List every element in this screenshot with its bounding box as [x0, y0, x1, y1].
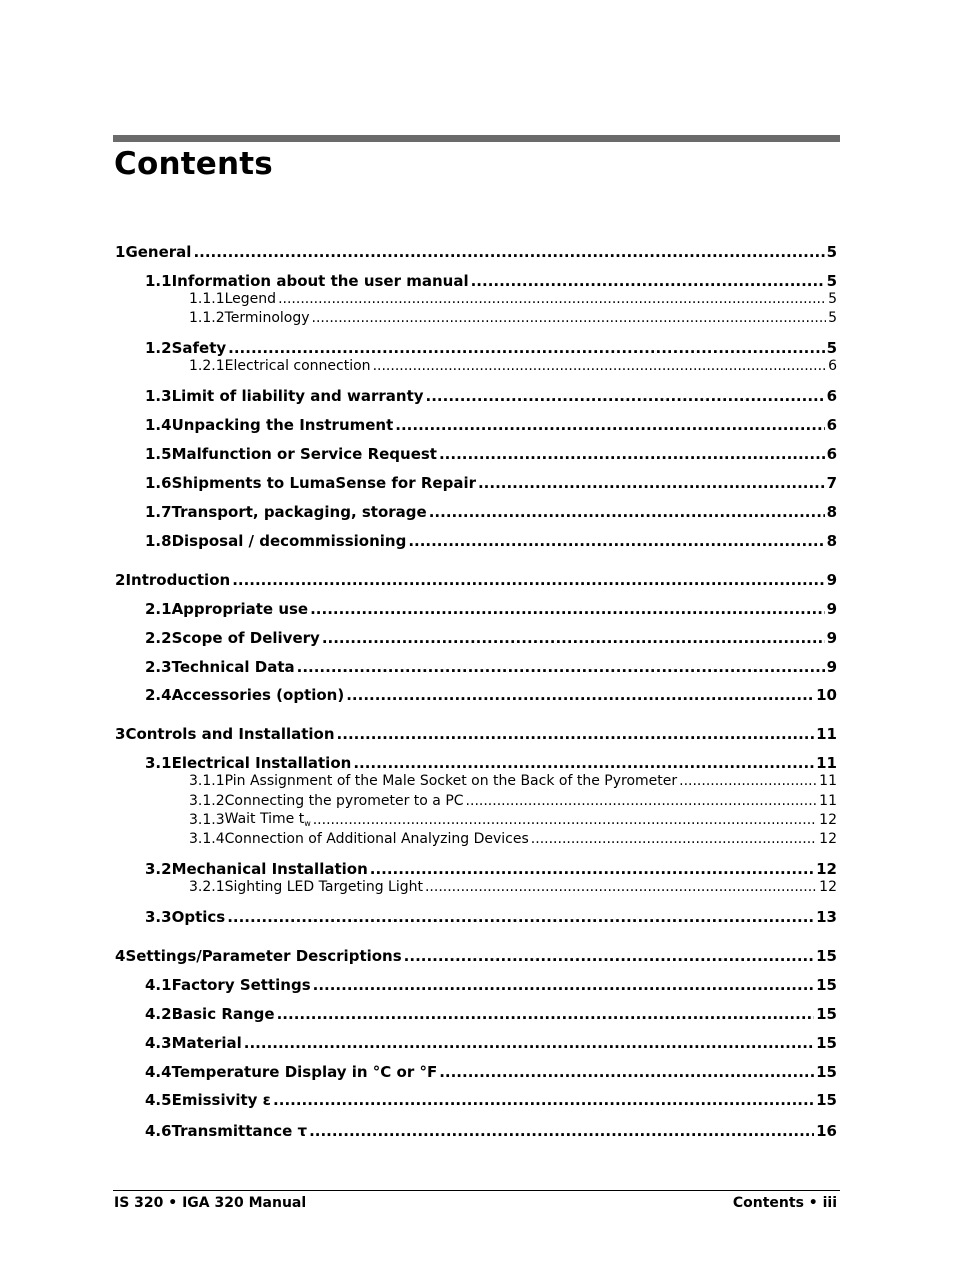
toc-entry-label — [225, 773, 678, 789]
toc-entry-page: 6 — [826, 445, 837, 463]
toc-entry-page: 9 — [826, 629, 837, 647]
dot-leader — [370, 860, 814, 878]
dot-leader — [228, 339, 824, 357]
toc-entry-page: 15 — [816, 1034, 837, 1052]
dot-leader — [193, 243, 824, 261]
toc-entry-label — [172, 976, 311, 994]
dot-leader — [313, 976, 814, 994]
toc-entry-label-text: Optics — [171, 908, 226, 926]
toc-entry-page: 16 — [816, 1122, 837, 1140]
toc-entry-number: 1.2.1 — [189, 358, 225, 374]
toc-entry-page: 5 — [828, 310, 837, 326]
toc-entry-number: 4.2 — [145, 1005, 172, 1023]
toc-entry-page: 7 — [826, 474, 837, 492]
toc-entry[interactable] — [145, 387, 837, 405]
toc-entry-label-text: Factory Settings — [171, 976, 311, 994]
toc-entry-label — [172, 860, 368, 878]
toc-entry-page: 6 — [826, 387, 837, 405]
toc-entry-label-text: Wait Time t — [224, 811, 305, 827]
toc-entry-number: 2.1 — [145, 600, 172, 618]
toc-entry-label — [172, 387, 424, 405]
toc-entry-label — [172, 754, 352, 772]
toc-entry-label-text: Mechanical Installation — [171, 860, 368, 878]
toc-entry-page: 12 — [819, 831, 837, 847]
toc-entry-number: 4.1 — [145, 976, 172, 994]
toc-entry[interactable] — [145, 1034, 837, 1052]
toc-entry[interactable] — [145, 1122, 837, 1140]
dot-leader — [408, 532, 824, 550]
dot-leader — [310, 600, 824, 618]
dot-leader — [471, 272, 825, 290]
toc-entry-page: 11 — [819, 793, 837, 809]
dot-leader — [439, 1063, 814, 1081]
toc-entry-number: 4 — [115, 947, 126, 965]
toc-entry[interactable] — [189, 831, 837, 847]
toc-entry[interactable] — [189, 793, 837, 809]
toc-entry[interactable] — [145, 629, 837, 647]
dot-leader — [679, 773, 817, 789]
toc-entry-number: 3.1 — [145, 754, 172, 772]
toc-entry-label — [172, 503, 427, 521]
toc-entry-label-text: Disposal / decommissioning — [171, 532, 407, 550]
toc-entry-label-text: Temperature Display in °C or °F — [171, 1063, 438, 1081]
dot-leader — [478, 474, 825, 492]
dot-leader — [395, 416, 824, 434]
toc-entry-number: 2.3 — [145, 658, 172, 676]
dot-leader — [429, 503, 825, 521]
dot-leader — [309, 1122, 814, 1140]
toc-entry[interactable] — [189, 310, 837, 326]
toc-entry-subscript: w — [304, 819, 311, 828]
dot-leader — [312, 310, 827, 326]
toc-entry[interactable] — [145, 503, 837, 521]
dot-leader — [313, 812, 817, 828]
toc-entry[interactable] — [189, 811, 837, 828]
toc-entry-label-text: Transmittance τ — [171, 1122, 308, 1140]
footer-manual-title: IS 320 • IGA 320 Manual — [114, 1195, 307, 1211]
toc-entry-label-text: Unpacking the Instrument — [171, 416, 394, 434]
dot-leader — [232, 571, 824, 589]
dot-leader — [404, 947, 814, 965]
toc-entry-label — [125, 571, 230, 589]
toc-entry-page: 6 — [826, 416, 837, 434]
toc-entry[interactable] — [145, 1091, 837, 1109]
toc-entry-label — [172, 1122, 307, 1140]
toc-entry-number: 1.5 — [145, 445, 172, 463]
toc-entry-label-text: Appropriate use — [171, 600, 309, 618]
toc-entry-label — [225, 793, 464, 809]
toc-entry-label-text: Settings/Parameter Descriptions — [125, 947, 402, 965]
toc-entry[interactable] — [115, 947, 837, 965]
toc-entry-page: 15 — [816, 1091, 837, 1109]
toc-entry-label-text: Material — [171, 1034, 242, 1052]
dot-leader — [353, 754, 814, 772]
toc-entry[interactable] — [145, 1005, 837, 1023]
toc-entry-label — [172, 1063, 438, 1081]
toc-entry-number: 2.4 — [145, 686, 172, 704]
dot-leader — [297, 658, 825, 676]
dot-leader — [373, 358, 827, 374]
toc-entry-label-text: Accessories (option) — [171, 686, 345, 704]
toc-entry-page: 9 — [826, 600, 837, 618]
toc-entry-label-text: Emissivity ε — [171, 1091, 272, 1109]
toc-entry[interactable] — [145, 1063, 837, 1081]
toc-entry[interactable] — [145, 686, 837, 704]
toc-entry-label-text: General — [125, 243, 192, 261]
toc-entry-page: 5 — [826, 339, 837, 357]
toc-entry-label-text: Legend — [224, 291, 277, 307]
toc-entry-label-text: Introduction — [125, 571, 231, 589]
toc-entry-number: 1.8 — [145, 532, 172, 550]
toc-entry-page: 9 — [826, 658, 837, 676]
dot-leader — [337, 725, 815, 743]
toc-entry-label — [125, 725, 334, 743]
toc-entry-label-text: Electrical connection — [224, 358, 371, 374]
toc-entry-number: 3.1.2 — [189, 793, 225, 809]
toc-entry[interactable] — [145, 416, 837, 434]
toc-entry-number: 1.7 — [145, 503, 172, 521]
dot-leader — [531, 831, 817, 847]
header-rule — [113, 135, 840, 142]
toc-entry-label-text: Shipments to LumaSense for Repair — [171, 474, 476, 492]
toc-entry-label — [172, 629, 320, 647]
toc-entry-label — [172, 908, 226, 926]
toc-entry-page: 5 — [828, 291, 837, 307]
dot-leader — [273, 1091, 814, 1109]
toc-entry[interactable] — [145, 474, 837, 492]
dot-leader — [426, 387, 825, 405]
toc-entry-label — [172, 686, 345, 704]
toc-entry-label-text: Terminology — [224, 310, 310, 326]
toc-entry-label-text: Information about the user manual — [171, 272, 469, 290]
toc-entry-label — [125, 243, 191, 261]
toc-entry-label-text: Basic Range — [171, 1005, 275, 1023]
toc-entry-page: 8 — [826, 532, 837, 550]
toc-entry-page: 12 — [819, 879, 837, 895]
toc-entry-label — [172, 474, 476, 492]
toc-entry-page: 8 — [826, 503, 837, 521]
toc-entry[interactable] — [115, 571, 837, 589]
toc-entry[interactable] — [145, 908, 837, 926]
toc-entry-number: 4.4 — [145, 1063, 172, 1081]
toc-entry-label-text: Malfunction or Service Request — [171, 445, 437, 463]
toc-entry-page: 6 — [828, 358, 837, 374]
toc-entry-number: 3.1.1 — [189, 773, 225, 789]
dot-leader — [227, 908, 814, 926]
toc-entry-label-text: Transport, packaging, storage — [171, 503, 427, 521]
toc-entry[interactable] — [145, 658, 837, 676]
toc-entry-page: 15 — [816, 1005, 837, 1023]
toc-entry-number: 2 — [115, 571, 126, 589]
toc-entry[interactable] — [115, 725, 837, 743]
toc-entry-label — [225, 879, 423, 895]
toc-entry-page: 12 — [819, 812, 837, 828]
toc-entry-number: 1.3 — [145, 387, 172, 405]
toc-entry-number: 4.3 — [145, 1034, 172, 1052]
toc-entry[interactable] — [145, 339, 837, 357]
toc-entry[interactable] — [145, 754, 837, 772]
toc-entry-label — [225, 358, 371, 374]
toc-entry-number: 1.6 — [145, 474, 172, 492]
toc-entry-label-text: Sighting LED Targeting Light — [224, 879, 423, 895]
toc-entry-page: 11 — [816, 754, 837, 772]
toc-entry-label-text: Pin Assignment of the Male Socket on the Back of the Pyrometer — [224, 773, 678, 789]
footer-section-page: Contents • iii — [732, 1195, 837, 1211]
toc-entry-page: 15 — [816, 976, 837, 994]
dot-leader — [466, 793, 818, 809]
toc-entry-number: 3.3 — [145, 908, 172, 926]
toc-entry-label — [225, 291, 276, 307]
toc-entry-number: 1.1.2 — [189, 310, 225, 326]
toc-entry-number: 3.1.3 — [189, 812, 225, 828]
toc-entry[interactable] — [189, 358, 837, 374]
toc-entry[interactable] — [145, 600, 837, 618]
toc-entry[interactable] — [189, 879, 837, 895]
toc-entry-label — [225, 310, 310, 326]
toc-entry[interactable] — [145, 445, 837, 463]
toc-entry-page: 5 — [826, 243, 837, 261]
page-title: Contents — [114, 146, 273, 182]
toc-entry[interactable] — [115, 243, 837, 261]
toc-entry-page: 9 — [826, 571, 837, 589]
toc-entry-page: 11 — [816, 725, 837, 743]
toc-entry-label — [172, 600, 309, 618]
toc-entry[interactable] — [145, 976, 837, 994]
dot-leader — [346, 686, 814, 704]
dot-leader — [244, 1034, 814, 1052]
dot-leader — [425, 879, 817, 895]
toc-entry-number: 1.1.1 — [189, 291, 225, 307]
toc-entry-number: 4.6 — [145, 1122, 172, 1140]
toc-entry-page: 5 — [826, 272, 837, 290]
toc-entry-number: 1.1 — [145, 272, 172, 290]
toc-entry-label-text: Electrical Installation — [171, 754, 352, 772]
toc-entry[interactable] — [145, 272, 837, 290]
toc-entry-label-text: Controls and Installation — [125, 725, 335, 743]
toc-entry-label-text: Limit of liability and warranty — [171, 387, 424, 405]
toc-entry-label — [172, 445, 437, 463]
toc-entry-label — [172, 339, 227, 357]
toc-entry-number: 2.2 — [145, 629, 172, 647]
toc-entry-label-text: Connecting the pyrometer to a PC — [224, 793, 464, 809]
dot-leader — [439, 445, 825, 463]
toc-entry-label — [172, 272, 469, 290]
toc-entry[interactable] — [189, 773, 837, 789]
toc-entry[interactable] — [145, 532, 837, 550]
dot-leader — [322, 629, 825, 647]
toc-entry-label — [172, 532, 407, 550]
toc-entry-label-text: Scope of Delivery — [171, 629, 320, 647]
toc-entry-label — [225, 811, 311, 828]
toc-entry-label — [172, 1091, 271, 1109]
toc-entry-page: 10 — [816, 686, 837, 704]
toc-entry[interactable] — [145, 860, 837, 878]
toc-entry-label-text: Connection of Additional Analyzing Devices — [224, 831, 529, 847]
toc-entry-label — [172, 658, 295, 676]
toc-entry-label-text: Safety — [171, 339, 227, 357]
toc-entry-page: 13 — [816, 908, 837, 926]
toc-entry-number: 3.2.1 — [189, 879, 225, 895]
toc-entry-number: 3.1.4 — [189, 831, 225, 847]
toc-entry-number: 4.5 — [145, 1091, 172, 1109]
toc-entry-page: 12 — [816, 860, 837, 878]
toc-entry-page: 15 — [816, 1063, 837, 1081]
toc-entry-page: 11 — [819, 773, 837, 789]
toc-entry-label — [172, 1005, 275, 1023]
toc-entry-label-text: Technical Data — [171, 658, 295, 676]
toc-entry-number: 3.2 — [145, 860, 172, 878]
toc-entry-number: 1.4 — [145, 416, 172, 434]
toc-entry-number: 3 — [115, 725, 126, 743]
toc-entry-label — [172, 416, 394, 434]
dot-leader — [278, 291, 826, 307]
toc-entry[interactable] — [189, 291, 837, 307]
toc-entry-page: 15 — [816, 947, 837, 965]
toc-entry-number: 1.2 — [145, 339, 172, 357]
footer-rule — [113, 1190, 840, 1191]
dot-leader — [277, 1005, 815, 1023]
toc-entry-label — [225, 831, 529, 847]
toc-entry-label — [172, 1034, 242, 1052]
toc-entry-number: 1 — [115, 243, 126, 261]
toc-entry-label — [125, 947, 401, 965]
